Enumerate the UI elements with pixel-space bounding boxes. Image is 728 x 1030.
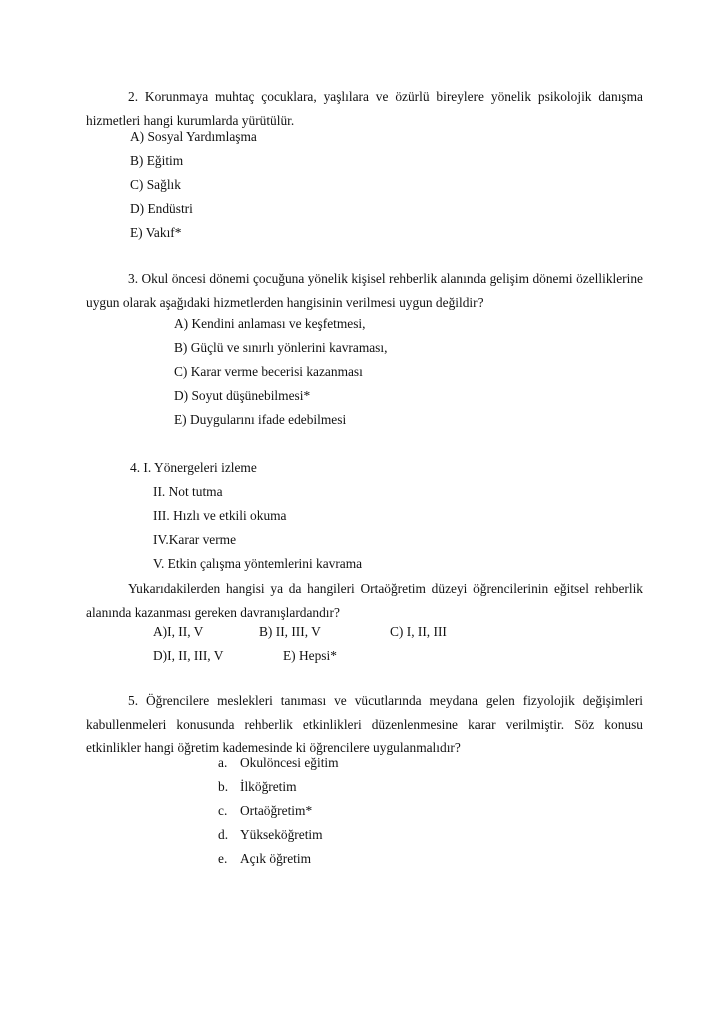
question-3-option-a: A) Kendini anlaması ve keşfetmesi,	[174, 316, 366, 331]
question-4-item-5: V. Etkin çalışma yöntemlerini kavrama	[153, 556, 363, 571]
question-5-marker-d: d.	[218, 827, 229, 842]
question-4-item-3: III. Hızlı ve etkili okuma	[153, 508, 287, 523]
question-5-marker-c: c.	[218, 803, 228, 818]
question-4-item-4: IV.Karar verme	[153, 532, 237, 547]
question-4-option-a: A)I, II, V	[153, 624, 204, 639]
question-4-item-2: II. Not tutma	[153, 484, 223, 499]
question-4-item-1: 4. I. Yönergeleri izleme	[130, 460, 257, 475]
question-4-option-e: E) Hepsi*	[283, 648, 337, 663]
question-2-option-c: C) Sağlık	[130, 177, 181, 192]
question-5-option-c: Ortaöğretim*	[240, 803, 313, 818]
question-2-stem: 2. Korunmaya muhtaç çocuklara, yaşlılara ve özürlü bireylere yönelik psikolojik danışma hizmetleri hangi kurumlarda yürütülür.	[86, 89, 643, 128]
question-3-stem: 3. Okul öncesi dönemi çocuğuna yönelik kişisel rehberlik alanında gelişim dönemi özelliklerine uygun olarak aşağıdaki hizmetlerden hangisinin verilmesi uygun değildir?	[86, 271, 643, 310]
question-3-option-c: C) Karar verme becerisi kazanması	[174, 364, 363, 379]
question-5-option-a: Okulöncesi eğitim	[240, 755, 339, 770]
question-3-option-b: B) Güçlü ve sınırlı yönlerini kavraması,	[174, 340, 388, 355]
question-4-option-b: B) II, III, V	[259, 624, 321, 639]
question-5-marker-a: a.	[218, 755, 228, 770]
question-2-option-a: A) Sosyal Yardımlaşma	[130, 129, 257, 144]
question-5-stem: 5. Öğrencilere meslekleri tanıması ve vücutlarında meydana gelen fizyolojik değişimleri kabullenmeleri konusunda rehberlik etkinlikleri düzenlenmesine karar verilmiştir. Söz konusu etkinlikler hangi öğretim kademesinde ki öğrencilere uygulanmalıdır?	[86, 693, 643, 755]
question-4-stem: Yukarıdakilerden hangisi ya da hangileri Ortaöğretim düzeyi öğrencilerinin eğitsel rehberlik alanında kazanması gereken davranışlardandır?	[86, 581, 643, 620]
question-4-option-d: D)I, II, III, V	[153, 648, 224, 663]
question-5-option-b: İlköğretim	[240, 779, 297, 794]
question-2-option-e: E) Vakıf*	[130, 225, 182, 240]
question-5-marker-e: e.	[218, 851, 228, 866]
question-5-option-d: Yükseköğretim	[240, 827, 323, 842]
question-2-option-d: D) Endüstri	[130, 201, 193, 216]
question-2-option-b: B) Eğitim	[130, 153, 184, 168]
question-3-option-e: E) Duygularını ifade edebilmesi	[174, 412, 347, 427]
question-5-marker-b: b.	[218, 779, 229, 794]
question-5-option-e: Açık öğretim	[240, 851, 312, 866]
question-3-option-d: D) Soyut düşünebilmesi*	[174, 388, 311, 403]
question-4-option-c: C) I, II, III	[390, 624, 447, 639]
